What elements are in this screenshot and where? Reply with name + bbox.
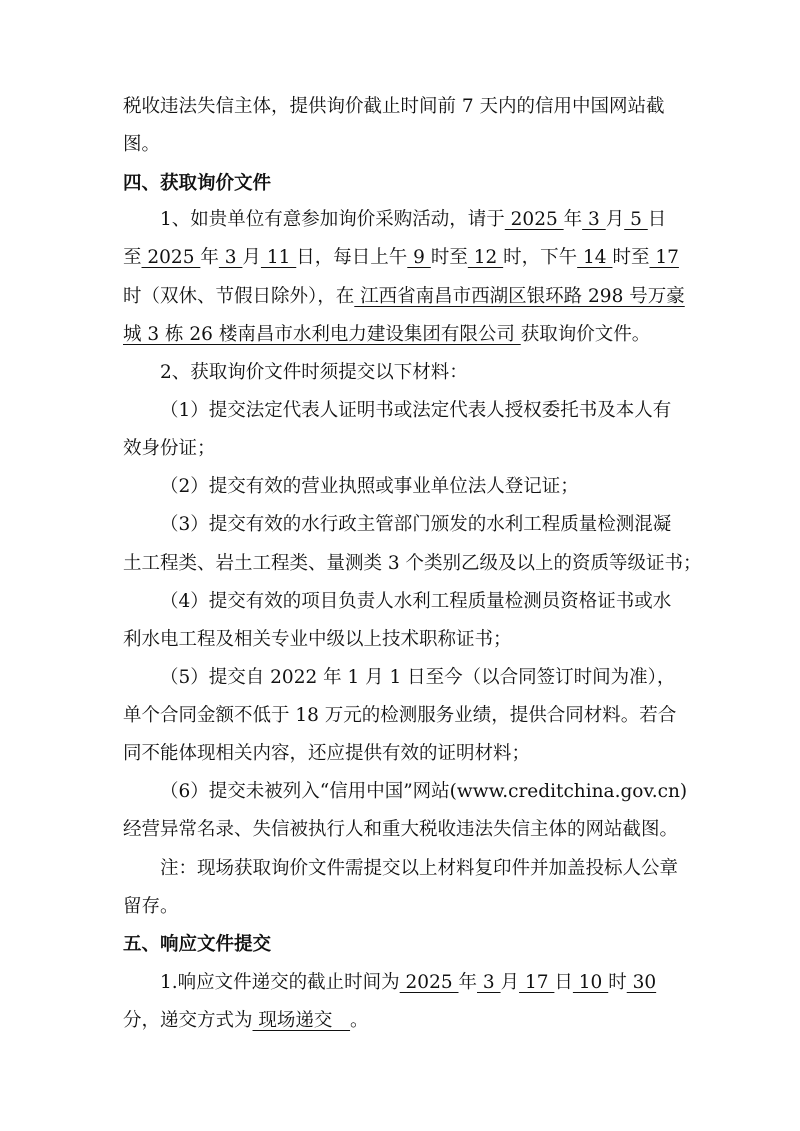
p1-text: 月 [605,209,625,230]
s5-line-2 [0,1008,800,1034]
item-5-line-1: （5）提交自 2022 年 1 月 1 日至今（以合同签订时间为准）， [160,667,676,688]
p1-text: 年 [563,209,583,230]
p2-line: 2、获取询价文件时须提交以下材料： [160,362,468,383]
p1-text: 日，每日上午 [296,247,408,268]
s5-line-1 [0,970,800,996]
item-4-line-1: （4）提交有效的项目负责人水利工程质量检测员资格证书或水 [160,591,672,612]
s5-text: 分，递交方式为 [123,1010,253,1031]
start-day: 5 [624,209,648,230]
start-month: 3 [582,209,606,230]
p1-text: 时至 [430,247,468,268]
s5-text: 年 [458,972,478,993]
am-end: 12 [467,247,504,268]
item-1-line-2: 效身份证； [123,438,216,459]
item-4-line-2: 利水电工程及相关专业中级以上技术职称证书； [123,629,512,650]
intro-line-1: 税收违法失信主体，提供询价截止时间前 7 天内的信用中国网站截 [123,96,665,117]
p1-text: 月 [242,247,261,268]
deadline-month: 3 [477,972,501,993]
p1-text: 1、如贵单位有意参加询价采购活动，请于 [160,209,505,230]
item-3-line-2: 土工程类、岩土工程类、量测类 3 个类别乙级及以上的资质等级证书； [123,553,702,574]
s5-text: 时 [608,972,627,993]
end-year: 2025 [141,247,201,268]
item-5-line-3: 同不能体现相关内容，还应提供有效的证明材料； [123,743,531,764]
deadline-hour: 10 [572,972,609,993]
s5-text: 。 [350,1010,369,1031]
p1-line-4 [0,322,800,348]
deadline-year: 2025 [399,972,459,993]
p1-text: 年 [200,247,219,268]
end-day: 11 [260,247,297,268]
am-start: 9 [407,247,431,268]
address-line-2: 城 3 栋 26 楼南昌市水利电力建设集团有限公司 [123,324,521,345]
item-5-line-2: 单个合同金额不低于 18 万元的检测服务业绩，提供合同材料。若合 [123,705,677,726]
item-6-line-2: 经营异常名录、失信被执行人和重大税收违法失信主体的网站截图。 [123,819,679,840]
intro-line-2: 图。 [123,134,161,155]
p1-text: 日 [647,209,667,230]
submission-method: 现场递交 [252,1010,351,1031]
item-3-line-1: （3）提交有效的水行政主管部门颁发的水利工程质量检测混凝 [160,514,672,535]
s5-text: 1.响应文件递交的截止时间为 [160,972,400,993]
p1-text: 时，下午 [503,247,578,268]
p1-line-3 [0,284,800,310]
item-1-line-1: （1）提交法定代表人证明书或法定代表人授权委托书及本人有 [160,400,672,421]
item-2: （2）提交有效的营业执照或事业单位法人登记证； [160,476,579,497]
section-4-heading: 四、获取询价文件 [123,173,272,194]
p1-line-1 [0,207,800,233]
section-5-heading: 五、响应文件提交 [123,934,272,955]
deadline-minute: 30 [626,972,657,993]
deadline-day: 17 [519,972,555,993]
start-year: 2025 [504,209,564,230]
p1-text: 至 [123,247,142,268]
s5-text: 日 [554,972,573,993]
end-month: 3 [218,247,243,268]
pm-start: 14 [577,247,613,268]
pm-end: 17 [649,247,679,268]
address-line-1: 江西省南昌市西湖区银环路 298 号万豪 [354,286,685,307]
p1-text: 获取询价文件。 [520,324,651,345]
s5-text: 月 [500,972,520,993]
item-6-line-1: （6）提交未被列入“信用中国”网站(www.creditchina.gov.cn) [160,781,688,802]
p1-text: 时至 [612,247,650,268]
p1-line-2 [0,245,800,271]
p1-text: 时（双休、节假日除外），在 [123,286,355,307]
note-line-2: 留存。 [123,896,179,917]
note-line-1: 注：现场获取询价文件需提交以上材料复印件并加盖投标人公章 [160,858,679,879]
